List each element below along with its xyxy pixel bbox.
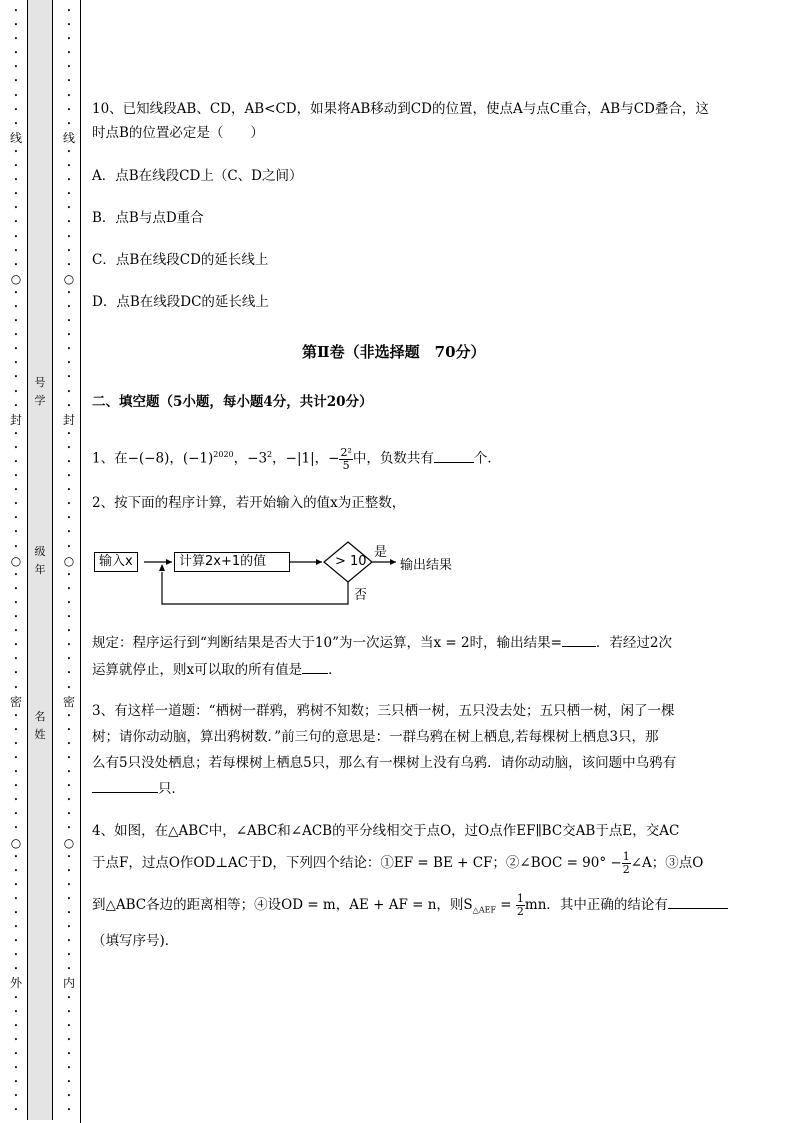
- binding-mark: 线: [62, 130, 75, 145]
- binding-dot: •: [66, 317, 72, 326]
- q3-blank[interactable]: [92, 792, 158, 793]
- right-dotted-line: [61, 4, 77, 1117]
- section-title: 第Ⅱ卷（非选择题 70分）: [302, 343, 486, 361]
- binding-dot: •: [13, 1035, 19, 1044]
- binding-dot: •: [66, 584, 72, 593]
- binding-dot: •: [66, 824, 72, 833]
- q10-option-b: B．点B与点D重合: [92, 210, 204, 226]
- binding-dot: •: [66, 190, 72, 199]
- binding-dot: •: [13, 7, 19, 15]
- binding-dot: •: [66, 119, 72, 128]
- q4-line3: 到△ABC各边的距离相等；④设OD = m，AE + AF = n，则$S_{\triangle AEF}$ = $\frac{1}{2}$ mn．其中正确的结论有: [92, 890, 728, 926]
- binding-dot: •: [13, 119, 19, 128]
- binding-dot: •: [13, 105, 19, 114]
- q2-blank-2[interactable]: [302, 673, 328, 674]
- q4-line2: 于点F，过点O作OD⊥AC于D，下列四个结论：①EF = BE + CF；②∠BOC = 90° − $\frac{1}{2}$ ∠A；③点O: [92, 850, 704, 876]
- binding-dot: •: [66, 598, 72, 607]
- binding-dot: •: [13, 162, 19, 171]
- q2-blank-1[interactable]: [562, 646, 596, 647]
- binding-dot: •: [13, 1064, 19, 1073]
- binding-dot: •: [13, 91, 19, 100]
- binding-dot: •: [13, 21, 19, 30]
- binding-dot: •: [13, 514, 19, 523]
- binding-dot: •: [13, 1021, 19, 1030]
- binding-dot: •: [66, 204, 72, 213]
- binding-dot: •: [66, 894, 72, 903]
- binding-dot: •: [66, 387, 72, 396]
- binding-dot: •: [13, 683, 19, 692]
- binding-dot: •: [66, 1021, 72, 1030]
- binding-dot: •: [13, 232, 19, 241]
- binding-dot: •: [13, 852, 19, 861]
- binding-mark: ○: [10, 553, 22, 568]
- binding-dot: •: [13, 1106, 19, 1115]
- binding-dot: •: [66, 63, 72, 72]
- q1-fraction: $\frac{\text{2²}}{5}$: [340, 445, 352, 472]
- binding-dot: •: [13, 1007, 19, 1016]
- binding-dot: •: [13, 894, 19, 903]
- binding-dot: •: [66, 1049, 72, 1058]
- binding-dot: •: [66, 458, 72, 466]
- binding-dot: •: [13, 598, 19, 607]
- q4-line1: 4、如图，在△ABC中，∠ABC和∠ACB的平分线相交于点O，过O点作EF∥BC交AB于点E，交AC: [92, 823, 680, 839]
- binding-dot: •: [13, 782, 19, 791]
- binding-dot: •: [66, 260, 72, 269]
- binding-dot: •: [66, 965, 72, 974]
- binding-dot: •: [13, 768, 19, 777]
- binding-mark: 封: [62, 412, 75, 427]
- binding-dot: •: [66, 288, 72, 297]
- binding-dot: •: [13, 1078, 19, 1087]
- binding-mark: 内: [62, 976, 75, 991]
- binding-dot: •: [66, 147, 72, 156]
- binding-dot: •: [13, 753, 19, 762]
- q4-fraction-half-mn: $\frac{1}{2}$: [516, 892, 524, 918]
- binding-dot: •: [13, 429, 19, 438]
- q4-line4: （填写序号)．: [92, 933, 179, 949]
- binding-mark: 线: [9, 130, 22, 145]
- binding-dot: •: [13, 866, 19, 875]
- binding-dot: •: [13, 345, 19, 354]
- binding-dot: •: [66, 909, 72, 917]
- binding-dot: •: [66, 753, 72, 762]
- name-label: 名 姓: [34, 710, 46, 741]
- binding-dot: •: [66, 542, 72, 551]
- binding-dot: •: [13, 486, 19, 495]
- q2-line3: 运算就停止，则x可以取的所有值是 ．: [92, 662, 342, 678]
- binding-dot: •: [13, 77, 19, 86]
- binding-dot: •: [13, 218, 19, 227]
- binding-dot: •: [66, 655, 72, 664]
- student-number-label: 号 学: [34, 376, 46, 407]
- binding-dot: •: [66, 429, 72, 438]
- binding-dot: •: [13, 1049, 19, 1058]
- q10-option-c: C．点B在线段CD的延长线上: [92, 252, 269, 268]
- binding-dot: •: [13, 810, 19, 819]
- student-info-strip: [27, 0, 53, 1120]
- section2-heading: 二、填空题（5小题，每小题4分，共计20分）: [92, 394, 373, 410]
- binding-dot: •: [13, 796, 19, 805]
- binding-dot: •: [13, 401, 19, 410]
- binding-mark: ○: [63, 553, 75, 568]
- binding-dot: •: [13, 288, 19, 297]
- flow-no-label: 否: [354, 588, 368, 603]
- binding-dot: •: [13, 725, 19, 734]
- binding-dot: •: [66, 359, 72, 368]
- binding-dot: •: [13, 331, 19, 340]
- binding-dot: •: [13, 317, 19, 326]
- binding-mark: ○: [10, 835, 22, 850]
- flow-condition: > 10: [335, 554, 367, 569]
- binding-dot: •: [13, 528, 19, 537]
- binding-dot: •: [13, 923, 19, 932]
- q3-line3: 么有5只没处栖息；若每棵树上栖息5只，那么有一棵树上没有乌鸦．请你动动脑，该问题中乌鸦有: [92, 755, 677, 771]
- binding-mark: ○: [63, 835, 75, 850]
- q10-option-a: A．点B在线段CD上（C、D之间）: [92, 168, 303, 184]
- binding-dot: •: [13, 190, 19, 199]
- left-dotted-line: [8, 4, 24, 1117]
- binding-dot: •: [66, 711, 72, 720]
- binding-dot: •: [66, 880, 72, 889]
- binding-dot: •: [66, 302, 72, 311]
- binding-dot: •: [13, 147, 19, 156]
- binding-dot: •: [66, 528, 72, 537]
- binding-dot: •: [13, 909, 19, 917]
- q2-flowchart: [92, 540, 512, 610]
- binding-dot: •: [66, 669, 72, 678]
- binding-dot: •: [13, 824, 19, 833]
- q10-option-d: D．点B在线段DC的延长线上: [92, 294, 269, 310]
- binding-dot: •: [66, 951, 72, 960]
- binding-dot: •: [66, 486, 72, 495]
- q1-blank[interactable]: [434, 462, 474, 463]
- binding-dot: •: [66, 1064, 72, 1073]
- binding-dot: •: [66, 810, 72, 819]
- binding-dot: •: [13, 993, 19, 1002]
- margin-rule: [80, 0, 81, 1123]
- class-label: 级 年: [34, 545, 46, 576]
- q2-line2: 规定：程序运行到“判断结果是否大于10”为一次运算，当x = 2时，输出结果= ．若经过2次: [92, 635, 672, 651]
- binding-dot: •: [66, 218, 72, 227]
- binding-dot: •: [66, 768, 72, 777]
- binding-dot: •: [66, 514, 72, 523]
- binding-dot: •: [13, 176, 19, 185]
- binding-dot: •: [13, 655, 19, 664]
- binding-dot: •: [13, 260, 19, 269]
- binding-dot: •: [13, 35, 19, 44]
- binding-dot: •: [13, 246, 19, 255]
- binding-dot: •: [66, 162, 72, 171]
- binding-dot: •: [13, 387, 19, 396]
- binding-dot: •: [66, 641, 72, 650]
- binding-dot: •: [13, 500, 19, 509]
- binding-dot: •: [66, 937, 72, 946]
- binding-dot: •: [66, 1007, 72, 1016]
- binding-mark: 外: [9, 976, 22, 991]
- binding-dot: •: [13, 880, 19, 889]
- flow-output: 输出结果: [400, 558, 453, 573]
- binding-dot: •: [66, 91, 72, 100]
- binding-dot: •: [66, 796, 72, 805]
- binding-dot: •: [66, 852, 72, 861]
- q4-fraction-half-a: $\frac{1}{2}$: [622, 850, 630, 876]
- binding-mark: 封: [9, 412, 22, 427]
- binding-dot: •: [13, 49, 19, 58]
- binding-dot: •: [66, 443, 72, 452]
- binding-dot: •: [66, 401, 72, 410]
- binding-dot: •: [66, 1106, 72, 1115]
- flow-compute-box: 计算2x+1的值: [174, 552, 290, 572]
- binding-dot: •: [66, 373, 72, 382]
- binding-dot: •: [13, 542, 19, 551]
- binding-dot: •: [66, 627, 72, 636]
- binding-dot: •: [13, 965, 19, 974]
- binding-dot: •: [66, 725, 72, 734]
- binding-dot: •: [13, 472, 19, 481]
- binding-dot: •: [66, 105, 72, 114]
- binding-dot: •: [13, 570, 19, 579]
- binding-dot: •: [66, 570, 72, 579]
- binding-dot: •: [13, 373, 19, 382]
- binding-dot: •: [13, 937, 19, 946]
- binding-dot: •: [13, 1092, 19, 1101]
- binding-dot: •: [66, 176, 72, 185]
- q4-blank[interactable]: [668, 908, 728, 909]
- binding-dot: •: [66, 993, 72, 1002]
- binding-dot: •: [13, 669, 19, 678]
- q10-line1: 10、已知线段AB、CD，AB<CD，如果将AB移动到CD的位置，使点A与点C重合，AB与CD叠合，这: [92, 101, 709, 117]
- binding-dot: •: [66, 472, 72, 481]
- binding-dot: •: [66, 21, 72, 30]
- q3-line1: 3、有这样一道题：“栖树一群鸦，鸦树不知数；三只栖一树，五只没去处；五只栖一树，闲了一棵: [92, 703, 675, 719]
- binding-dot: •: [13, 951, 19, 960]
- binding-dot: •: [13, 204, 19, 213]
- q1-line: 1、在−(−8)，$(-1)^{2020}$，$-3^2$，−|1|，− $\frac{\text{2²}}{5}$ 中，负数共有 个．: [92, 445, 501, 472]
- binding-dot: •: [66, 345, 72, 354]
- binding-dot: •: [66, 246, 72, 255]
- binding-dot: •: [13, 63, 19, 72]
- binding-dot: •: [66, 1035, 72, 1044]
- binding-dot: •: [66, 331, 72, 340]
- binding-dot: •: [66, 35, 72, 44]
- binding-dot: •: [13, 711, 19, 720]
- binding-dot: •: [66, 683, 72, 692]
- binding-margin: [0, 0, 84, 1123]
- binding-dot: •: [13, 458, 19, 466]
- binding-dot: •: [66, 1092, 72, 1101]
- binding-dot: •: [66, 77, 72, 86]
- binding-dot: •: [66, 739, 72, 748]
- binding-dot: •: [13, 627, 19, 636]
- binding-dot: •: [13, 739, 19, 748]
- flow-yes-label: 是: [374, 545, 388, 560]
- binding-dot: •: [66, 7, 72, 15]
- binding-dot: •: [13, 443, 19, 452]
- binding-mark: 密: [9, 694, 22, 709]
- q2-line1: 2、按下面的程序计算，若开始输入的值x为正整数，: [92, 495, 406, 511]
- binding-dot: •: [13, 359, 19, 368]
- flow-arrows: [92, 540, 512, 610]
- binding-dot: •: [66, 923, 72, 932]
- q3-line2: 树；请你动动脑，算出鸦树数．”前三句的意思是：一群乌鸦在树上栖息,若每棵树上栖息3只，那: [92, 729, 659, 745]
- binding-mark: ○: [63, 271, 75, 286]
- binding-dot: •: [66, 49, 72, 58]
- binding-dot: •: [66, 500, 72, 509]
- binding-dot: •: [66, 782, 72, 791]
- binding-dot: •: [13, 584, 19, 593]
- flow-input-box: 输入x: [94, 552, 138, 572]
- binding-dot: •: [66, 866, 72, 875]
- binding-dot: •: [66, 232, 72, 241]
- q10-line2: 时点B的位置必定是（ ）: [92, 125, 264, 141]
- q3-line4: 只．: [92, 780, 185, 798]
- binding-dot: •: [13, 613, 19, 622]
- binding-dot: •: [13, 302, 19, 311]
- binding-mark: 密: [62, 694, 75, 709]
- binding-dot: •: [13, 641, 19, 650]
- binding-dot: •: [66, 613, 72, 622]
- binding-mark: ○: [10, 271, 22, 286]
- binding-dot: •: [66, 1078, 72, 1087]
